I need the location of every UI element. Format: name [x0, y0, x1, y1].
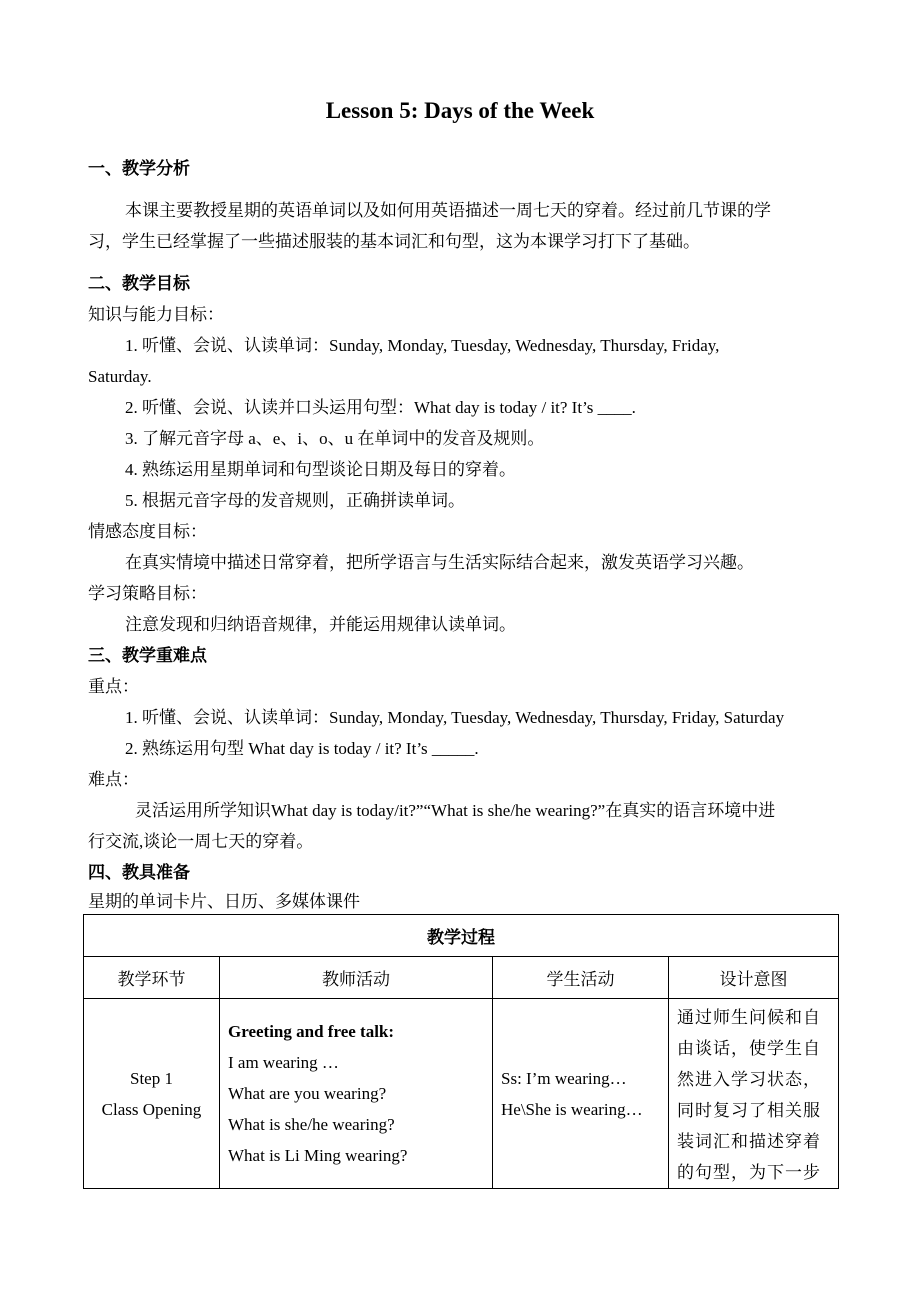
- teacher-activity-line: What are you wearing?: [228, 1084, 387, 1103]
- key-item: 2. 熟练运用句型 What day is today / it? It’s _____.: [125, 739, 479, 758]
- student-activity-line: He\She is wearing…: [501, 1099, 643, 1119]
- section-heading-analysis: 一、教学分析: [88, 159, 190, 178]
- key-label: 重点：: [88, 677, 139, 696]
- section-heading-key-points: 三、教学重难点: [88, 646, 207, 665]
- step-name: Class Opening: [101, 1099, 202, 1119]
- teacher-activity-line: What is she/he wearing?: [228, 1115, 395, 1134]
- strategy-text: 注意发现和归纳语音规律，并能运用规律认读单词。: [125, 615, 516, 634]
- analysis-paragraph-line: 本课主要教授星期的英语单词以及如何用英语描述一周七天的穿着。经过前几节课的学: [125, 201, 771, 220]
- page-title: Lesson 5: Days of the Week: [325, 98, 595, 123]
- table-caption: 教学过程: [84, 915, 839, 957]
- materials-text: 星期的单词卡片、日历、多媒体课件: [88, 892, 360, 911]
- step-number: Step 1: [130, 1068, 173, 1088]
- difficult-text-line: 行交流,谈论一周七天的穿着。: [88, 832, 314, 851]
- emotion-label: 情感态度目标：: [88, 522, 207, 541]
- analysis-paragraph-line: 习，学生已经掌握了一些描述服装的基本词汇和句型，这为本课学习打下了基础。: [88, 232, 700, 251]
- step-cell: [84, 999, 220, 1189]
- difficult-text-line: 灵活运用所学知识What day is today/it?”“What is she/he wearing?”在真实的语言环境中进: [135, 801, 776, 820]
- table-header: 教学环节: [84, 957, 220, 999]
- student-activity-cell: [493, 999, 669, 1189]
- design-intent-line: 装词汇和描述穿着: [677, 1132, 821, 1151]
- section-heading-materials: 四、教具准备: [88, 863, 190, 882]
- objective-item: 1. 听懂、会说、认读单词：Sunday, Monday, Tuesday, Wednesday, Thursday, Friday,: [125, 336, 720, 355]
- objective-item: 3. 了解元音字母 a、e、i、o、u 在单词中的发音及规则。: [125, 429, 545, 448]
- difficult-label: 难点：: [88, 770, 139, 789]
- table-header: 学生活动: [493, 957, 669, 999]
- objective-item: Saturday.: [88, 367, 152, 386]
- teacher-activity-cell: [220, 999, 493, 1189]
- key-item: 1. 听懂、会说、认读单词：Sunday, Monday, Tuesday, Wednesday, Thursday, Friday, Saturday: [125, 708, 785, 727]
- teacher-activity-line: What is Li Ming wearing?: [228, 1146, 408, 1165]
- teaching-process-table: [83, 914, 839, 1189]
- design-intent-line: 然进入学习状态，: [677, 1070, 821, 1089]
- design-intent-cell: [669, 999, 839, 1189]
- teacher-activity-title: Greeting and free talk:: [228, 1022, 395, 1041]
- objective-item: 2. 听懂、会说、认读并口头运用句型：What day is today / it? It’s ____.: [125, 398, 636, 417]
- section-heading-objectives: 二、教学目标: [88, 274, 190, 293]
- strategy-label: 学习策略目标：: [88, 584, 207, 603]
- table-header: 设计意图: [669, 957, 839, 999]
- design-intent-line: 的句型，为下一步: [677, 1163, 821, 1182]
- objective-item: 5. 根据元音字母的发音规则，正确拼读单词。: [125, 491, 465, 510]
- design-intent-line: 同时复习了相关服: [677, 1101, 821, 1120]
- table-header: 教师活动: [220, 957, 493, 999]
- emotion-text: 在真实情境中描述日常穿着，把所学语言与生活实际结合起来，激发英语学习兴趣。: [125, 553, 754, 572]
- knowledge-label: 知识与能力目标：: [88, 305, 224, 324]
- design-intent-line: 通过师生问候和自: [677, 1008, 821, 1027]
- objective-item: 4. 熟练运用星期单词和句型谈论日期及每日的穿着。: [125, 460, 516, 479]
- student-activity-line: Ss: I’m wearing…: [501, 1068, 627, 1088]
- table-row: [84, 999, 839, 1189]
- design-intent-line: 由谈话，使学生自: [677, 1039, 821, 1058]
- teacher-activity-line: I am wearing …: [228, 1053, 339, 1072]
